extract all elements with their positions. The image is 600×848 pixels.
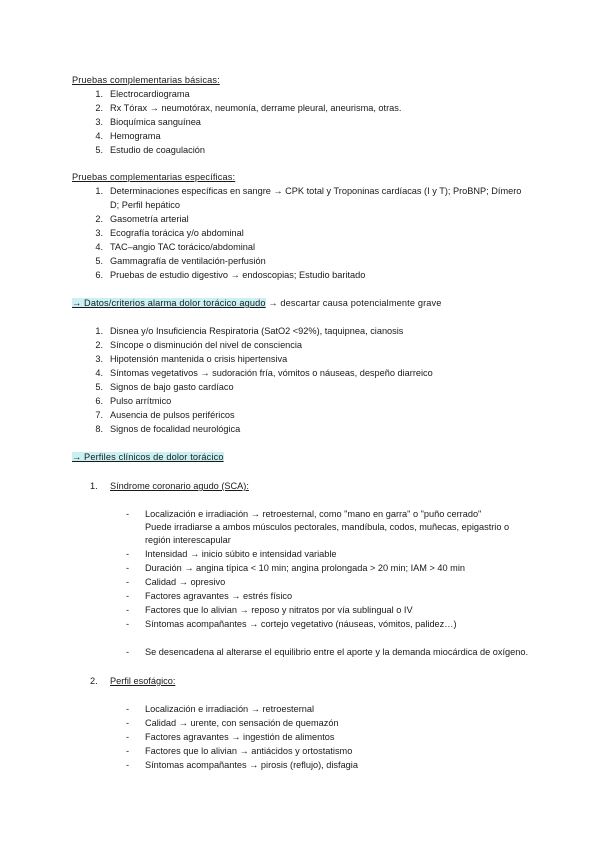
basic-tests-heading: Pruebas complementarias básicas: (72, 75, 220, 85)
item-text: Gammagrafía de ventilación-perfusión (110, 256, 266, 266)
item-text: Hemograma (110, 131, 161, 141)
bullet-text: Calidad → urente, con sensación de quemazón (145, 718, 339, 728)
bullet-text: Calidad → opresivo (145, 577, 226, 587)
dash-bullet: - (126, 591, 130, 601)
item-text: Síncope o disminución del nivel de consciencia (110, 340, 303, 350)
item-text: Ausencia de pulsos periféricos (110, 410, 235, 420)
item-text: Determinaciones específicas en sangre → CPK total y Troponinas cardíacas (I y T); ProBNP; Dímero (110, 186, 522, 196)
subsection-title: Perfil esofágico: (110, 676, 176, 686)
alarm-heading-tail: → descartar causa potencialmente grave (265, 298, 442, 308)
bullet-text: Síntomas acompañantes → pirosis (reflujo), disfagia (145, 760, 358, 770)
bullet-text: Factores que lo alivian → reposo y nitratos por vía sublingual o IV (145, 605, 413, 615)
specific-tests-heading: Pruebas complementarias específicas: (72, 172, 236, 182)
item-number: 4. (95, 368, 103, 378)
item-text: Signos de bajo gasto cardíaco (110, 382, 234, 392)
bullet-text: Localización e irradiación → retroesternal (145, 704, 315, 714)
item-text: Pruebas de estudio digestivo → endoscopias; Estudio baritado (110, 270, 366, 280)
item-text: Ecografía torácica y/o abdominal (110, 228, 244, 238)
alarm-heading-highlight: → Datos/criterios alarma dolor torácico agudo (72, 298, 266, 308)
dash-bullet: - (126, 619, 130, 629)
dash-bullet: - (126, 563, 130, 573)
item-text: Hipotensión mantenida o crisis hipertensiva (110, 354, 288, 364)
clinical-profiles-heading (72, 452, 224, 462)
bullet-text: Se desencadena al alterarse el equilibrio entre el aporte y la demanda miocárdica de oxígeno. (145, 647, 529, 657)
dash-bullet: - (126, 647, 130, 657)
item-number: 7. (95, 410, 103, 420)
bullet-text: Puede irradiarse a ambos músculos pectorales, mandíbula, codos, muñecas, epigastrio o (145, 522, 510, 532)
item-number: 5. (95, 256, 103, 266)
item-text: TAC–angio TAC torácico/abdominal (110, 242, 256, 252)
bullet-text: Intensidad → inicio súbito e intensidad variable (145, 549, 337, 559)
item-number: 5. (95, 145, 103, 155)
item-text: Disnea y/o Insuficiencia Respiratoria (SatO2 <92%), taquipnea, cianosis (110, 326, 404, 336)
item-number: 1. (95, 186, 103, 196)
item-text: Signos de focalidad neurológica (110, 424, 241, 434)
item-number: 4. (95, 242, 103, 252)
item-number: 6. (95, 396, 103, 406)
item-number: 6. (95, 270, 103, 280)
alarm-criteria-heading (72, 298, 442, 308)
dash-bullet: - (126, 704, 130, 714)
profiles-heading-highlight: → Perfiles clínicos de dolor torácico (72, 452, 224, 462)
subsection-number: 2. (90, 676, 98, 686)
item-number: 3. (95, 117, 103, 127)
item-text: Síntomas vegetativos → sudoración fría, vómitos o náuseas, despeño diarreico (110, 368, 433, 378)
dash-bullet: - (126, 732, 130, 742)
bullet-text: Localización e irradiación → retroesternal, como "mano en garra" o "puño cerrado" (145, 509, 482, 519)
dash-bullet: - (126, 746, 130, 756)
item-number: 5. (95, 382, 103, 392)
dash-bullet: - (126, 718, 130, 728)
item-text: Rx Tórax → neumotórax, neumonía, derrame pleural, aneurisma, otras. (110, 103, 402, 113)
item-number: 2. (95, 103, 103, 113)
dash-bullet: - (126, 549, 130, 559)
item-number: 2. (95, 340, 103, 350)
subsection-title: Síndrome coronario agudo (SCA): (110, 481, 249, 491)
item-number: 1. (95, 326, 103, 336)
item-text: Gasometría arterial (110, 214, 189, 224)
item-number: 1. (95, 89, 103, 99)
item-number: 4. (95, 131, 103, 141)
dash-bullet: - (126, 577, 130, 587)
item-text: Estudio de coagulación (110, 145, 206, 155)
bullet-text: Síntomas acompañantes → cortejo vegetativo (náuseas, vómitos, palidez…) (145, 619, 457, 629)
item-number: 3. (95, 228, 103, 238)
item-text: Pulso arrítmico (110, 396, 172, 406)
bullet-text: región interescapular (145, 535, 231, 545)
item-text: Bioquímica sanguínea (110, 117, 201, 127)
subsection-number: 1. (90, 481, 98, 491)
bullet-text: Factores agravantes → ingestión de alimentos (145, 732, 335, 742)
dash-bullet: - (126, 760, 130, 770)
item-number: 3. (95, 354, 103, 364)
item-number: 8. (95, 424, 103, 434)
item-number: 2. (95, 214, 103, 224)
dash-bullet: - (126, 509, 130, 519)
item-text: D; Perfil hepático (110, 200, 180, 210)
bullet-text: Duración → angina típica < 10 min; angina prolongada > 20 min; IAM > 40 min (145, 563, 465, 573)
bullet-text: Factores agravantes → estrés físico (145, 591, 293, 601)
bullet-text: Factores que lo alivian → antiácidos y ortostatismo (145, 746, 353, 756)
dash-bullet: - (126, 605, 130, 615)
item-text: Electrocardiograma (110, 89, 190, 99)
